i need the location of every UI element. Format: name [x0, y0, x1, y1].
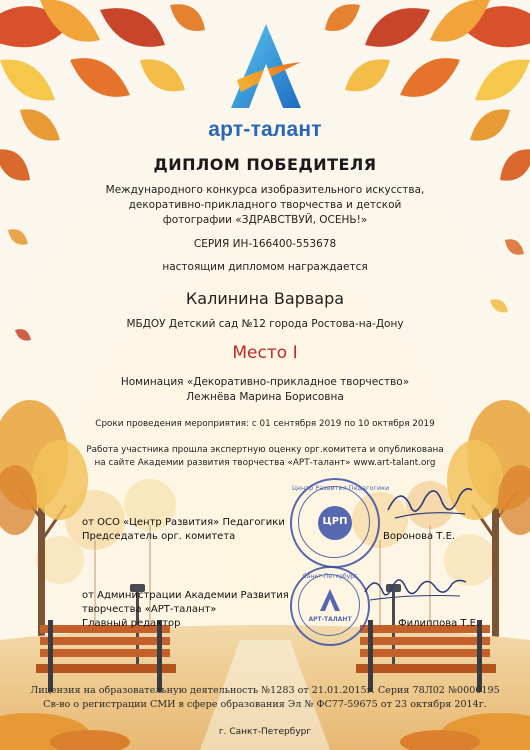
- org2-signer-name: Филиппова Т.Е.: [398, 618, 480, 629]
- review-line-2: на сайте Академии развития творчества «АРТ-талант» www.art-talant.org: [94, 458, 436, 468]
- stamp-art-ring-text: Санкт-Петербург: [302, 573, 358, 580]
- review-line-1: Работа участника прошла экспертную оценку орг.комитета и опубликована: [86, 445, 444, 455]
- recipient-name: Калинина Варвара: [185, 289, 345, 308]
- signature-filippova: [360, 570, 470, 610]
- stamp-crp-center: ЦРП: [322, 516, 348, 527]
- diploma-title: ДИПЛОМ ПОБЕДИТЕЛЯ: [153, 155, 377, 174]
- stamp-art-talant: [290, 566, 370, 646]
- org2-line-1: от Администрации Академии Развития: [82, 590, 289, 601]
- stamp-crp: [290, 478, 390, 568]
- stamp-art-center: АРТ-ТАЛАНТ: [308, 616, 352, 623]
- license-info: Лицензия на образовательную деятельность №1283 от 21.01.2015г. Серия 78Л02 №0000195: [30, 685, 500, 696]
- org2-line-3: Главный редактор: [82, 618, 181, 629]
- stamp-logo-icon: [319, 588, 341, 612]
- brand-logo: [227, 22, 305, 112]
- event-dates: Сроки проведения мероприятия: с 01 сентября 2019 по 10 октября 2019: [95, 419, 435, 429]
- org2-line-2: творчества «АРТ-талант»: [82, 604, 217, 615]
- series-number: СЕРИЯ ИН-166400-553678: [193, 238, 337, 250]
- institution: МБДОУ Детский сад №12 города Ростова-на-Дону: [126, 318, 404, 330]
- contest-line-3: фотографии «ЗДРАВСТВУЙ, ОСЕНЬ!»: [162, 214, 368, 226]
- city: г. Санкт-Петербург: [218, 727, 312, 737]
- supervisor: Лежнёва Марина Борисовна: [186, 391, 344, 403]
- brand-name: арт-талант: [208, 118, 322, 141]
- place-award: Место I: [232, 343, 298, 363]
- org1-signer-name: Воронова Т.Е.: [383, 531, 456, 542]
- org1-line-2: Председатель орг. комитета: [82, 531, 236, 542]
- contest-line-1: Международного конкурса изобразительного искусства,: [105, 184, 425, 196]
- awarded-text: настоящим дипломом награждается: [162, 261, 368, 273]
- stamp-crp-ring-text: Центр Развития Педагогики: [292, 484, 390, 492]
- org1-line-1: от ОСО «Центр Развития» Педагогики: [82, 517, 285, 528]
- contest-line-2: декоративно-прикладного творчества и детской: [128, 199, 402, 211]
- nomination: Номинация «Декоративно-прикладное творчество»: [120, 376, 410, 388]
- media-registration: Св-во о регистрации СМИ в сфере образования Эл № ФС77-59675 от 23 октября 2014г.: [43, 699, 487, 710]
- signature-voronova: [380, 480, 475, 530]
